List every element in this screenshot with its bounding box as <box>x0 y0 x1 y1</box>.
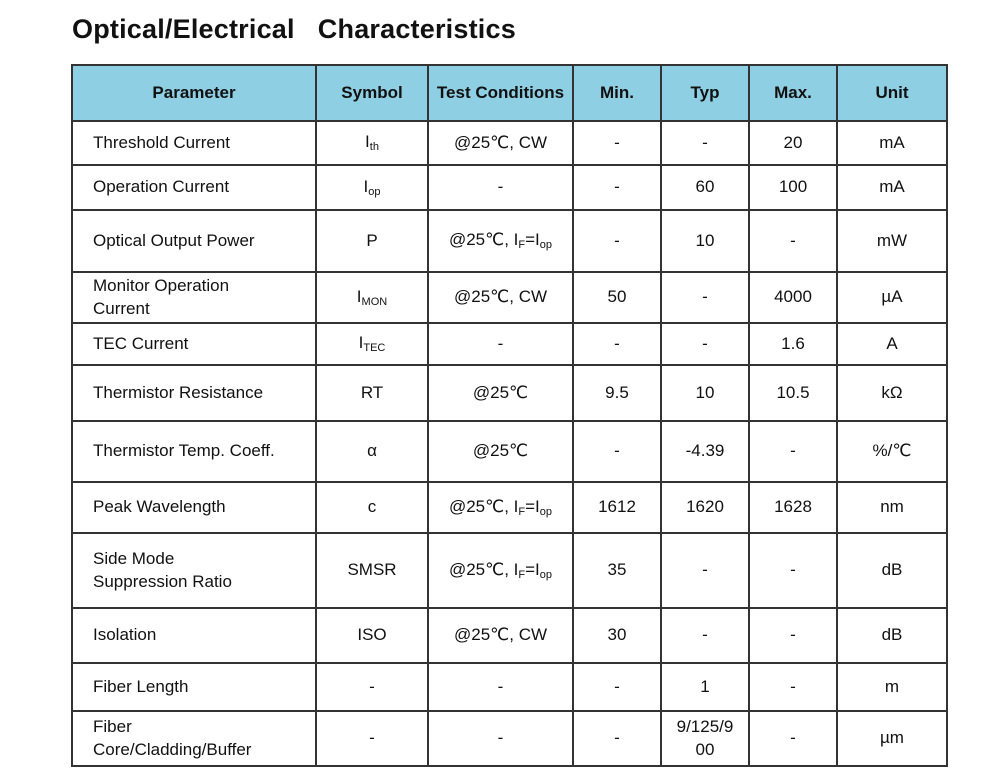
header-parameter: Parameter <box>72 65 316 121</box>
unit-value: kΩ <box>881 382 903 402</box>
cell-unit <box>837 533 947 608</box>
parameter-text: Isolation <box>93 625 157 645</box>
header-row <box>72 65 947 121</box>
cell-symbol <box>316 608 428 663</box>
cell-test-conditions <box>428 663 573 711</box>
parameter-text: Threshold Current <box>93 132 231 152</box>
cell-typ <box>661 365 749 421</box>
symbol-subscript: op <box>368 185 381 198</box>
cell-symbol <box>316 421 428 482</box>
cell-parameter <box>72 663 316 711</box>
cell-min <box>573 663 661 711</box>
parameter-text: Operation Current <box>93 177 230 197</box>
cell-unit <box>837 421 947 482</box>
min-value: - <box>614 177 620 197</box>
condition-text: @25℃, I <box>448 230 519 250</box>
table-row <box>72 210 947 272</box>
cell-unit <box>837 482 947 533</box>
table-row <box>72 663 947 711</box>
typ-value: -4.39 <box>685 441 725 461</box>
parameter-text: Thermistor Resistance <box>93 382 264 402</box>
cell-max <box>749 210 837 272</box>
cell-test-conditions <box>428 121 573 165</box>
cell-parameter <box>72 323 316 365</box>
cell-typ <box>661 323 749 365</box>
cell-parameter <box>72 165 316 210</box>
parameter-text: Peak Wavelength <box>93 497 226 517</box>
min-value: - <box>614 230 620 250</box>
parameter-text: Thermistor Temp. Coeff. <box>93 441 275 461</box>
cell-max <box>749 323 837 365</box>
unit-value: nm <box>880 497 904 517</box>
max-value: 20 <box>783 132 803 152</box>
min-value: 30 <box>607 625 627 645</box>
typ-value: 10 <box>695 230 715 250</box>
max-value: 1628 <box>774 497 812 517</box>
parameter-text: Monitor Operation Current <box>93 275 230 318</box>
header-unit: Unit <box>837 65 947 121</box>
min-value: - <box>614 728 620 748</box>
unit-value: mA <box>879 177 905 197</box>
condition-text: @25℃ <box>472 382 529 402</box>
header-test-conditions: Test Conditions <box>428 65 573 121</box>
cell-parameter <box>72 608 316 663</box>
symbol-text: RT <box>360 382 384 402</box>
max-value: - <box>790 676 796 696</box>
cell-typ <box>661 608 749 663</box>
cell-max <box>749 663 837 711</box>
cell-unit <box>837 323 947 365</box>
cell-symbol <box>316 121 428 165</box>
cell-symbol <box>316 323 428 365</box>
cell-symbol <box>316 663 428 711</box>
cell-parameter <box>72 365 316 421</box>
cell-typ <box>661 533 749 608</box>
symbol-text: I <box>363 176 369 196</box>
cell-min <box>573 121 661 165</box>
cell-min <box>573 711 661 766</box>
max-value: 10.5 <box>776 382 810 402</box>
cell-max <box>749 272 837 323</box>
condition-text: - <box>497 676 504 696</box>
condition-text: - <box>497 177 504 197</box>
condition-subscript: F <box>518 239 526 252</box>
max-value: - <box>790 560 796 580</box>
min-value: 9.5 <box>605 382 629 402</box>
unit-value: mW <box>876 230 908 250</box>
parameter-text: Optical Output Power <box>93 230 255 250</box>
symbol-text: ISO <box>357 625 387 645</box>
cell-test-conditions <box>428 365 573 421</box>
cell-typ <box>661 210 749 272</box>
cell-test-conditions <box>428 272 573 323</box>
symbol-text: - <box>369 728 375 748</box>
condition-tail-subscript: op <box>539 239 553 252</box>
condition-subscript: F <box>518 505 526 518</box>
header-min: Min. <box>573 65 661 121</box>
typ-value: - <box>702 560 708 580</box>
cell-parameter <box>72 121 316 165</box>
cell-typ <box>661 272 749 323</box>
cell-max <box>749 421 837 482</box>
max-value: 4000 <box>774 287 812 307</box>
parameter-text: Fiber Length <box>93 676 189 696</box>
cell-parameter <box>72 482 316 533</box>
parameter-text: Fiber Core/Cladding/Buffer <box>93 716 252 759</box>
min-value: - <box>614 676 620 696</box>
typ-value: - <box>702 333 708 353</box>
cell-test-conditions <box>428 421 573 482</box>
typ-value: - <box>702 625 708 645</box>
unit-value: dB <box>881 560 903 580</box>
condition-text: @25℃, CW <box>453 625 548 645</box>
cell-symbol <box>316 365 428 421</box>
min-value: 50 <box>607 287 627 307</box>
table-row <box>72 482 947 533</box>
cell-test-conditions <box>428 165 573 210</box>
cell-parameter <box>72 210 316 272</box>
condition-tail-subscript: op <box>539 568 553 581</box>
cell-symbol <box>316 482 428 533</box>
symbol-text: I <box>358 333 364 353</box>
cell-unit <box>837 165 947 210</box>
cell-symbol <box>316 711 428 766</box>
cell-max <box>749 165 837 210</box>
max-value: - <box>790 728 796 748</box>
cell-unit <box>837 365 947 421</box>
cell-typ <box>661 711 749 766</box>
cell-min <box>573 482 661 533</box>
cell-min <box>573 323 661 365</box>
cell-symbol <box>316 165 428 210</box>
unit-value: A <box>886 333 898 353</box>
min-value: - <box>614 441 620 461</box>
header-max: Max. <box>749 65 837 121</box>
cell-unit <box>837 121 947 165</box>
condition-text: - <box>497 728 504 748</box>
page-title: Optical/Electrical Characteristics <box>72 14 516 44</box>
cell-min <box>573 533 661 608</box>
cell-min <box>573 165 661 210</box>
unit-value: µA <box>881 287 903 307</box>
cell-max <box>749 533 837 608</box>
unit-value: mA <box>879 132 905 152</box>
min-value: - <box>614 333 620 353</box>
symbol-text: I <box>356 286 362 306</box>
cell-parameter <box>72 711 316 766</box>
cell-parameter <box>72 272 316 323</box>
typ-value: 60 <box>695 177 715 197</box>
parameter-text: Side Mode Suppression Ratio <box>93 548 232 591</box>
condition-tail: =I <box>525 496 540 516</box>
cell-typ <box>661 121 749 165</box>
table-row <box>72 323 947 365</box>
cell-parameter <box>72 421 316 482</box>
condition-tail: =I <box>525 559 540 579</box>
typ-value: 1 <box>700 676 710 696</box>
unit-value: %/℃ <box>872 441 912 461</box>
cell-parameter <box>72 533 316 608</box>
cell-min <box>573 272 661 323</box>
symbol-text: c <box>367 497 377 517</box>
cell-unit <box>837 272 947 323</box>
max-value: 100 <box>778 177 808 197</box>
condition-subscript: F <box>518 568 526 581</box>
cell-test-conditions <box>428 210 573 272</box>
unit-value: m <box>884 676 900 696</box>
unit-value: µm <box>880 728 904 748</box>
condition-text: - <box>497 333 504 353</box>
cell-max <box>749 121 837 165</box>
cell-max <box>749 482 837 533</box>
table-row <box>72 165 947 210</box>
typ-value: 10 <box>695 382 715 402</box>
header-typ: Typ <box>661 65 749 121</box>
table-row <box>72 272 947 323</box>
table-row <box>72 608 947 663</box>
typ-value: 1620 <box>686 497 724 517</box>
cell-unit <box>837 711 947 766</box>
table-row <box>72 711 947 766</box>
max-value: - <box>790 230 796 250</box>
symbol-text: - <box>369 676 375 696</box>
cell-min <box>573 608 661 663</box>
condition-text: @25℃, I <box>448 559 519 579</box>
condition-text: @25℃, CW <box>453 132 548 152</box>
cell-unit <box>837 210 947 272</box>
cell-test-conditions <box>428 533 573 608</box>
condition-tail: =I <box>525 230 540 250</box>
cell-symbol <box>316 272 428 323</box>
symbol-subscript: TEC <box>363 342 386 355</box>
cell-min <box>573 421 661 482</box>
cell-typ <box>661 421 749 482</box>
cell-typ <box>661 165 749 210</box>
cell-symbol <box>316 533 428 608</box>
min-value: 1612 <box>598 497 636 517</box>
header-symbol: Symbol <box>316 65 428 121</box>
cell-max <box>749 711 837 766</box>
condition-tail-subscript: op <box>539 505 553 518</box>
symbol-text: I <box>365 132 370 152</box>
cell-test-conditions <box>428 608 573 663</box>
condition-text: @25℃, CW <box>453 287 548 307</box>
symbol-subscript: th <box>369 141 379 154</box>
table-row <box>72 121 947 165</box>
cell-test-conditions <box>428 482 573 533</box>
condition-text: @25℃, I <box>448 496 519 516</box>
max-value: - <box>790 625 796 645</box>
cell-typ <box>661 482 749 533</box>
cell-test-conditions <box>428 323 573 365</box>
cell-min <box>573 210 661 272</box>
table-row <box>72 365 947 421</box>
typ-value: - <box>702 132 708 152</box>
cell-unit <box>837 608 947 663</box>
typ-value: - <box>702 287 708 307</box>
parameter-text: TEC Current <box>93 333 189 353</box>
symbol-subscript: MON <box>361 295 388 308</box>
symbol-text: α <box>367 441 377 461</box>
typ-value: 9/125/900 <box>676 716 734 759</box>
cell-min <box>573 365 661 421</box>
max-value: 1.6 <box>781 333 805 353</box>
cell-max <box>749 365 837 421</box>
cell-max <box>749 608 837 663</box>
min-value: - <box>614 132 620 152</box>
cell-test-conditions <box>428 711 573 766</box>
cell-unit <box>837 663 947 711</box>
symbol-text: P <box>366 230 378 250</box>
condition-text: @25℃ <box>472 441 529 461</box>
max-value: - <box>790 441 796 461</box>
symbol-text: SMSR <box>347 560 397 580</box>
cell-typ <box>661 663 749 711</box>
table-row <box>72 421 947 482</box>
min-value: 35 <box>607 560 627 580</box>
characteristics-table <box>71 64 948 767</box>
unit-value: dB <box>881 625 903 645</box>
cell-symbol <box>316 210 428 272</box>
table-row <box>72 533 947 608</box>
